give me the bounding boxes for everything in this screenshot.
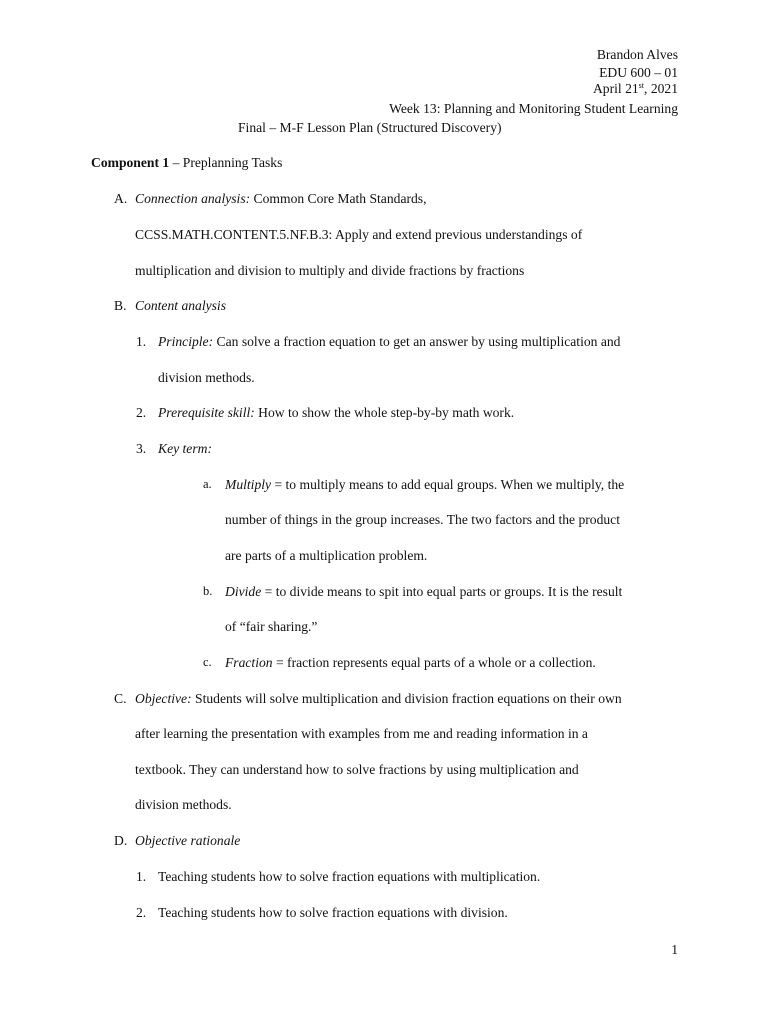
list-item-marker: 3.	[136, 441, 147, 456]
page-number: 1	[671, 942, 678, 957]
section-a-line: multiplication and division to multiply and divide fractions by fractions	[135, 263, 525, 278]
list-item-marker: 2.	[136, 405, 147, 420]
section-c-line: after learning the presentation with examples from me and reading information in a	[135, 726, 588, 741]
section-d-marker: D.	[114, 833, 128, 848]
term-item: Fraction = fraction represents equal parts of a whole or a collection.	[225, 655, 596, 670]
term-marker: a.	[203, 477, 212, 491]
section-c-heading: Objective: Students will solve multiplication and division fraction equations on their own	[135, 691, 622, 706]
section-c-line: textbook. They can understand how to solve fractions by using multiplication and	[135, 762, 579, 777]
section-a-line: CCSS.MATH.CONTENT.5.NF.B.3: Apply and extend previous understandings of	[135, 227, 583, 242]
component-heading: Component 1 – Preplanning Tasks	[91, 155, 283, 170]
list-item-marker: 1.	[136, 869, 147, 884]
section-a-heading: Connection analysis: Common Core Math Standards,	[135, 191, 427, 206]
course-code: EDU 600 – 01	[599, 65, 678, 80]
term-continuation: number of things in the group increases. The two factors and the product	[225, 512, 620, 527]
week-title: Week 13: Planning and Monitoring Student Learning	[389, 101, 678, 116]
section-b-marker: B.	[114, 298, 127, 313]
author-name: Brandon Alves	[596, 47, 678, 62]
document-title: Final – M-F Lesson Plan (Structured Discovery)	[238, 120, 502, 135]
term-continuation: are parts of a multiplication problem.	[225, 548, 428, 563]
list-item: Teaching students how to solve fraction equations with multiplication.	[158, 869, 541, 884]
list-item: Principle: Can solve a fraction equation to get an answer by using multiplication and	[158, 334, 621, 349]
list-item-continuation: division methods.	[158, 370, 255, 385]
section-c-line: division methods.	[135, 797, 232, 812]
section-b-heading: Content analysis	[135, 298, 227, 313]
list-item: Key term:	[158, 441, 212, 456]
section-a-marker: A.	[114, 191, 128, 206]
term-item: Divide = to divide means to spit into equal parts or groups. It is the result	[225, 584, 623, 599]
list-item-marker: 2.	[136, 905, 147, 920]
term-item: Multiply = to multiply means to add equal groups. When we multiply, the	[225, 477, 625, 492]
term-marker: b.	[203, 584, 213, 598]
term-continuation: of “fair sharing.”	[225, 619, 318, 634]
term-marker: c.	[203, 655, 212, 669]
document-date: April 21st, 2021	[592, 81, 678, 96]
section-c-marker: C.	[114, 691, 127, 706]
list-item: Teaching students how to solve fraction equations with division.	[158, 905, 508, 920]
list-item-marker: 1.	[136, 334, 147, 349]
list-item: Prerequisite skill: How to show the whole step-by-by math work.	[158, 405, 515, 420]
section-d-heading: Objective rationale	[135, 833, 241, 848]
